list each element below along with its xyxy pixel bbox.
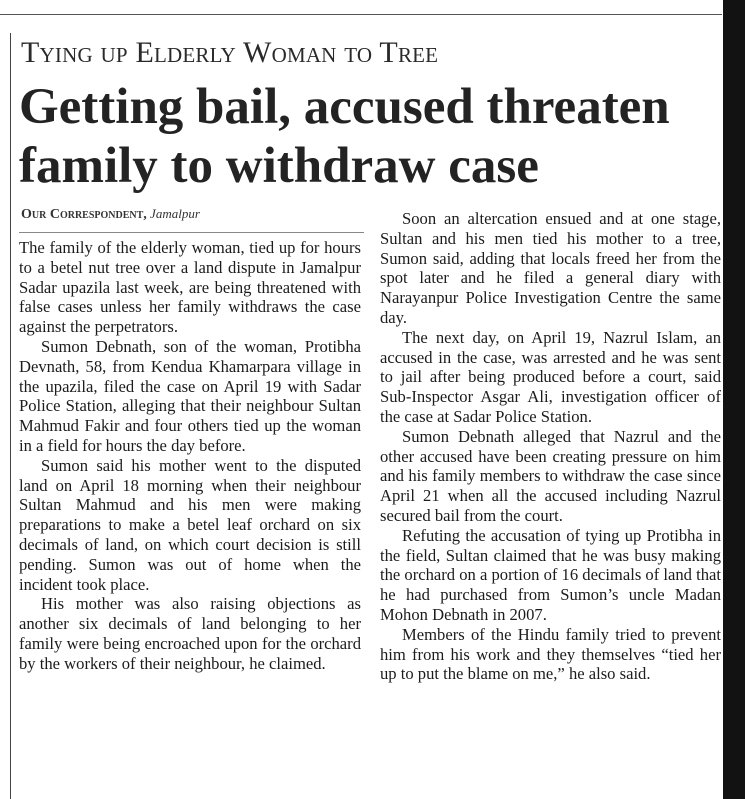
paragraph: Members of the Hindu family tried to prevent him from his work and they themselves “tied her up to put the blame on me,” he also said. — [380, 624, 721, 684]
top-rule — [0, 14, 722, 15]
kicker: Tying up Elderly Woman to Tree — [21, 36, 439, 69]
paragraph: His mother was also raising objections as another six decimals of land belonging to her family were being encroached upon for the orchard by the workers of their neighbour, he claimed. — [19, 594, 361, 673]
byline-rule — [19, 232, 364, 233]
page-edge-shadow — [723, 0, 745, 799]
paragraph: Sumon Debnath, son of the woman, Protibha Devnath, 58, from Kendua Khamarpara village in the upazila, filed the case on April 19 with Sadar Police Station, alleging that their neighbour Sultan Mahmud Fakir and four others tied up the woman in a field for hours the day before. — [19, 336, 361, 455]
article-column-1 — [19, 238, 361, 674]
paragraph: Sumon Debnath alleged that Nazrul and the other accused have been creating pressure on him and his family members to withdraw the case since April 21 when all the accused including Nazrul secured bail from the court. — [380, 426, 721, 525]
paragraph: Sumon said his mother went to the disputed land on April 18 morning when their neighbour Sultan Mahmud and his men were making preparations to make a betel leaf orchard on six decimals of land, on which court decision is still pending. Sumon was out of home when the incident took place. — [19, 455, 361, 594]
paragraph: The next day, on April 19, Nazrul Islam, an accused in the case, was arrested and he was sent to jail after being produced before a court, said Sub-Inspector Asgar Ali, investigation officer of the case at Sadar Police Station. — [380, 327, 721, 426]
left-column-rule — [10, 33, 11, 799]
headline: Getting bail, accused threaten family to withdraw case — [19, 79, 670, 194]
paragraph: The family of the elderly woman, tied up for hours to a betel nut tree over a land dispute in Jamalpur Sadar upazila last week, are being threatened with false cases unless her family withdraws the case against the perpetrators. — [19, 238, 361, 337]
article-column-2 — [380, 209, 721, 684]
byline-author: Our Correspondent, — [21, 207, 147, 222]
paragraph: Refuting the accusation of tying up Protibha in the field, Sultan claimed that he was busy making the orchard on a portion of 16 decimals of land that he had purchased from Sumon’s uncle Madan Mohon Debnath in 2007. — [380, 525, 721, 624]
byline — [21, 206, 200, 223]
paragraph: Soon an altercation ensued and at one stage, Sultan and his men tied his mother to a tree, Sumon said, adding that locals freed her from the spot later and he filed a general diary with Narayanpur Police Investigation Centre the same day. — [380, 209, 721, 327]
byline-place: Jamalpur — [150, 206, 200, 221]
